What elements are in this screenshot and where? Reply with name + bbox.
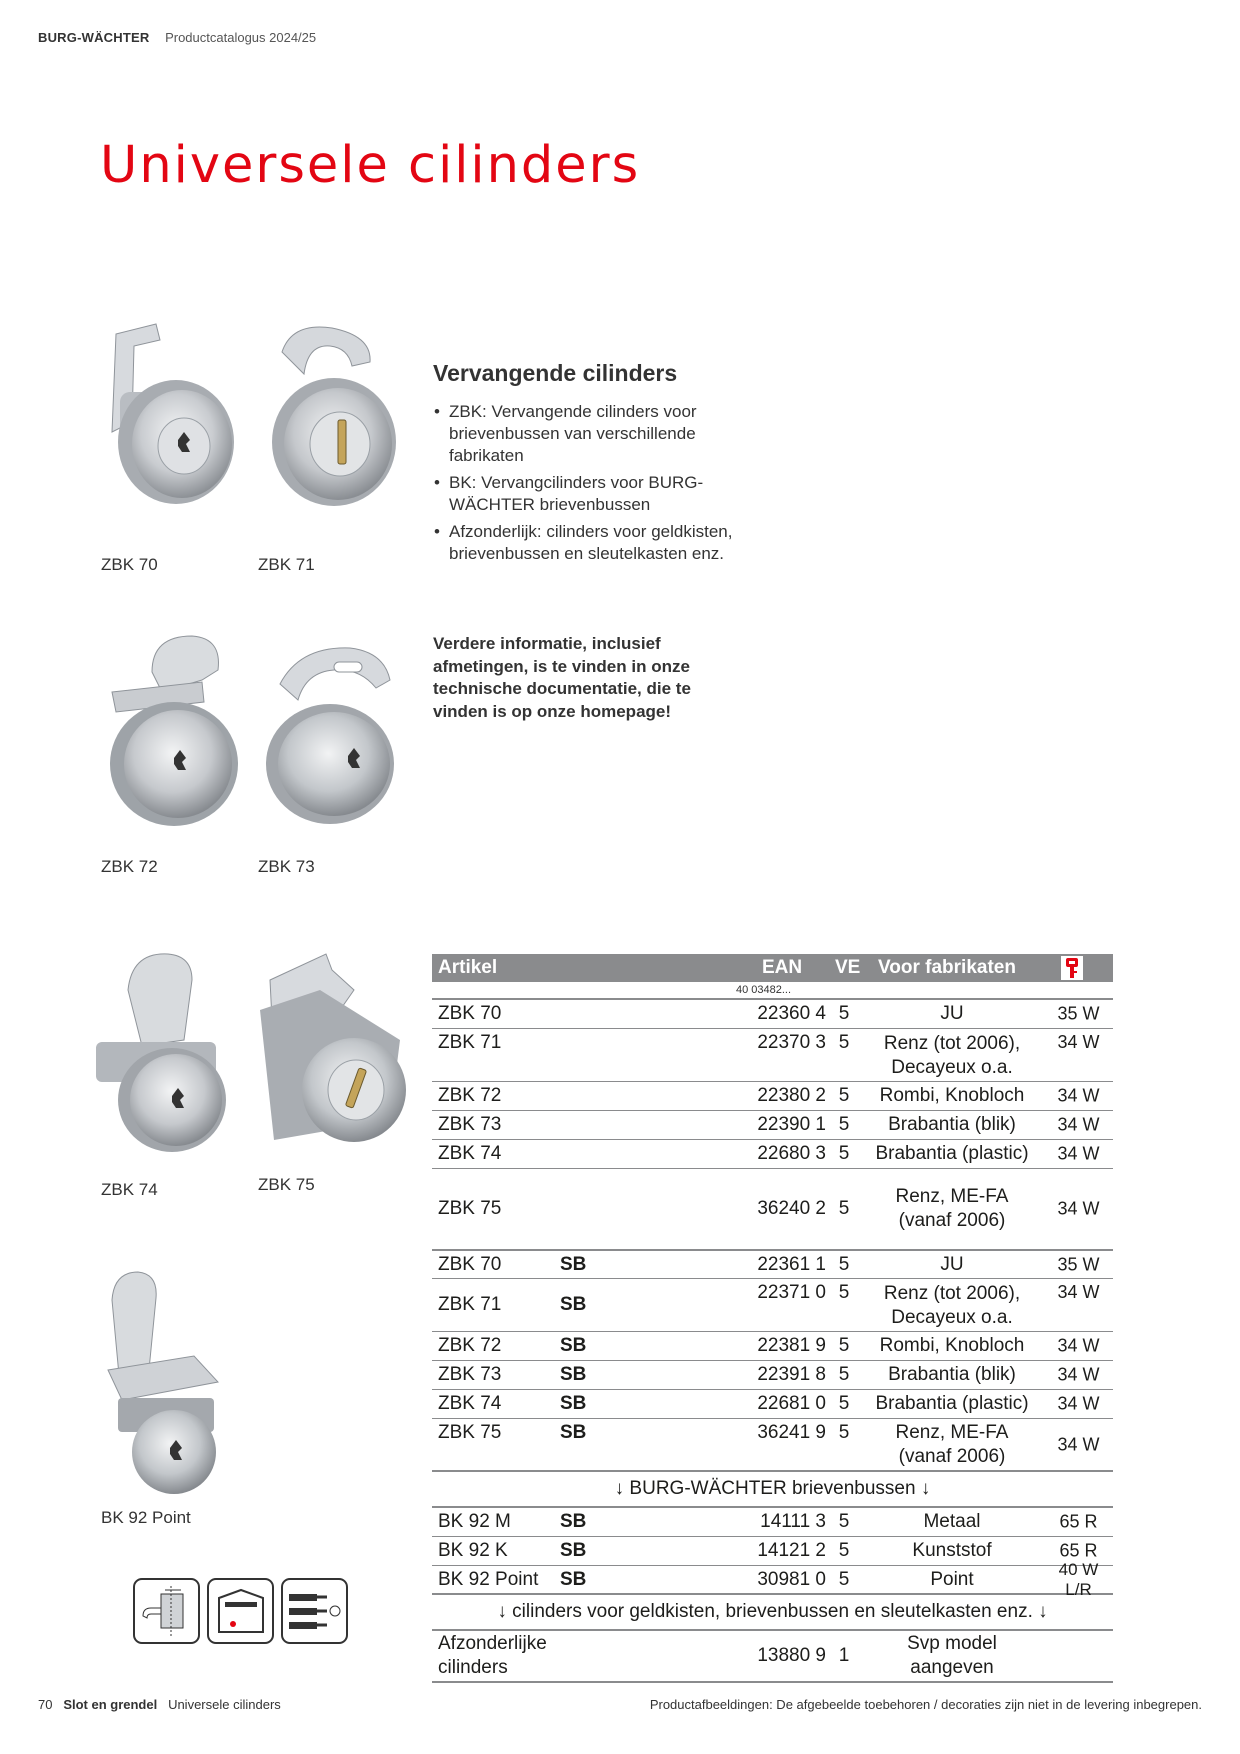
table-row [432, 1390, 1113, 1419]
cell-key: 34 W [1057, 1143, 1100, 1164]
cell-ve: 5 [838, 1335, 850, 1356]
cell-ean: 22371 0 [757, 1282, 826, 1303]
cell-fabrikaten: Brabantia (plastic) [875, 1393, 1029, 1414]
cell-key: 34 W [1057, 1335, 1100, 1356]
caption-zbk75: ZBK 75 [258, 1175, 315, 1194]
cell-fabrikaten: Kunststof [912, 1540, 992, 1561]
zbk73-photo [250, 640, 405, 840]
table-row [432, 1082, 1113, 1111]
cell-artikel: BK 92 Point [438, 1568, 539, 1590]
cell-fabrikaten: Svp model aangeven [907, 1633, 997, 1678]
cell-ve: 5 [838, 1143, 850, 1164]
ean-prefix: 40 03482... [736, 984, 792, 996]
cell-ean: 13880 9 [757, 1645, 826, 1666]
info-note: Verdere informatie, inclusief afmetingen, is te vinden in onze technische documentatie, die te vinden is op onze homepage! [433, 634, 691, 721]
cell-ve: 5 [838, 1253, 850, 1275]
cell-ean: 22680 3 [757, 1143, 826, 1164]
cell-key: 65 R [1059, 1540, 1098, 1561]
caption-zbk74: ZBK 74 [101, 1180, 158, 1199]
zbk72-photo [92, 632, 247, 832]
cell-fabrikaten: JU [940, 1253, 964, 1275]
cell-artikel: ZBK 75 [438, 1198, 502, 1219]
table-row [432, 1251, 1113, 1279]
cell-artikel: Afzonderlijke cilinders [438, 1633, 547, 1678]
cell-ve: 5 [838, 1422, 850, 1443]
cell-sb: SB [560, 1422, 587, 1443]
cell-key: 34 W [1057, 1032, 1100, 1052]
footer-left [38, 1697, 281, 1712]
footer-note: Productafbeeldingen: De afgebeelde toebehoren / decoraties zijn niet in de levering inbegrepen. [649, 1697, 1202, 1712]
key-icon [1061, 956, 1083, 980]
table-row [432, 1111, 1113, 1140]
col-artikel: Artikel [438, 957, 498, 978]
cell-ve: 5 [838, 1568, 850, 1590]
cell-key: 34 W [1057, 1434, 1100, 1454]
cell-fabrikaten: Point [930, 1568, 974, 1590]
cell-ve: 5 [838, 1198, 850, 1219]
cell-ean: 36241 9 [757, 1422, 826, 1443]
section-heading: Vervangende cilinders [433, 360, 678, 386]
page-number: 70 [38, 1697, 53, 1712]
col-ve: VE [835, 957, 861, 978]
table-row [432, 1537, 1113, 1566]
footer-chapter: Universele cilinders [168, 1697, 281, 1712]
cell-ean: 22391 8 [757, 1364, 826, 1385]
cell-ve: 5 [838, 1282, 850, 1303]
cell-ve: 5 [838, 1032, 850, 1053]
cell-ean: 22380 2 [757, 1085, 826, 1106]
cell-ean: 22360 4 [757, 1003, 826, 1024]
cell-artikel: ZBK 70 [438, 1003, 502, 1024]
caption-zbk73: ZBK 73 [258, 857, 315, 876]
cell-sb: SB [560, 1511, 587, 1532]
zbk70-photo [98, 322, 248, 522]
cell-sb: SB [560, 1540, 587, 1561]
zbk75-photo [250, 950, 410, 1155]
list-item: • BK: Vervangcilinders voor BURG-WÄCHTER brievenbussen [433, 472, 773, 516]
cell-fabrikaten: JU [940, 1003, 964, 1024]
cell-artikel: ZBK 73 [438, 1364, 502, 1385]
cell-artikel: ZBK 70 [438, 1253, 502, 1275]
cell-key: 34 W [1057, 1198, 1100, 1219]
cell-ean: 22361 1 [757, 1253, 826, 1275]
zbk71-photo [252, 322, 402, 522]
cell-key: 34 W [1057, 1364, 1100, 1385]
cell-sb: SB [560, 1364, 587, 1385]
list-item: • Afzonderlijk: cilinders voor geldkisten, brievenbussen en sleutelkasten enz. [433, 521, 773, 565]
cell-artikel: BK 92 M [438, 1511, 511, 1532]
cell-fabrikaten: Renz (tot 2006), Decayeux o.a. [883, 1033, 1021, 1078]
cell-artikel: ZBK 75 [438, 1422, 502, 1443]
page-header [38, 30, 316, 45]
cell-key: 34 W [1057, 1114, 1100, 1135]
cell-ean: 30981 0 [757, 1568, 826, 1590]
brand-name: BURG-WÄCHTER [38, 30, 150, 45]
cell-fabrikaten: Rombi, Knobloch [879, 1085, 1025, 1106]
cell-key: 34 W [1057, 1282, 1100, 1302]
table-header [432, 954, 1113, 982]
cell-sb: SB [560, 1294, 587, 1315]
table-row [432, 1169, 1113, 1251]
cell-ean: 14121 2 [757, 1540, 826, 1561]
page-title: Universele cilinders [100, 136, 641, 195]
cell-artikel: ZBK 72 [438, 1085, 502, 1106]
cell-sb: SB [560, 1253, 587, 1275]
cell-ve: 5 [838, 1364, 850, 1385]
cell-fabrikaten: Renz, ME-FA (vanaf 2006) [895, 1421, 1009, 1467]
cell-ean: 22681 0 [757, 1393, 826, 1414]
cell-fabrikaten: Rombi, Knobloch [879, 1335, 1025, 1356]
table-row [432, 1279, 1113, 1332]
cell-artikel: BK 92 K [438, 1540, 508, 1561]
cell-sb: SB [560, 1393, 587, 1414]
product-table [432, 954, 1113, 1683]
list-item: • ZBK: Vervangende cilinders voor brievenbussen van verschillende fabrikaten [433, 401, 773, 467]
cell-artikel: ZBK 71 [438, 1032, 502, 1053]
cell-sb: SB [560, 1568, 587, 1590]
cell-fabrikaten: Brabantia (blik) [888, 1364, 1016, 1385]
cell-ve: 5 [838, 1114, 850, 1135]
cell-ean: 22390 1 [757, 1114, 826, 1135]
cell-artikel: ZBK 71 [438, 1294, 502, 1315]
cylinder-length-icon [133, 1578, 200, 1644]
cell-artikel: ZBK 73 [438, 1114, 502, 1135]
footer-section: Slot en grendel [63, 1697, 158, 1712]
cell-fabrikaten: Brabantia (blik) [888, 1114, 1016, 1135]
cell-artikel: ZBK 74 [438, 1143, 502, 1164]
cell-fabrikaten: Renz, ME-FA (vanaf 2006) [895, 1186, 1009, 1231]
cell-key: 34 W [1057, 1393, 1100, 1414]
cell-fabrikaten: Renz (tot 2006), Decayeux o.a. [883, 1283, 1021, 1328]
cell-key: 40 W L/R [1058, 1559, 1099, 1599]
catalog-name: Productcatalogus 2024/25 [165, 30, 317, 45]
group-divider-mailboxes: ↓ BURG-WÄCHTER brievenbussen ↓ [432, 1472, 1113, 1508]
cell-artikel: ZBK 74 [438, 1393, 502, 1414]
caption-zbk71: ZBK 71 [258, 555, 315, 574]
table-row [432, 1361, 1113, 1390]
caption-zbk70: ZBK 70 [101, 555, 158, 574]
cell-ve: 5 [838, 1003, 850, 1024]
ean-prefix-row [432, 982, 1113, 1000]
cell-ve: 5 [838, 1393, 850, 1414]
cell-ve: 1 [838, 1645, 850, 1666]
cell-ve: 5 [838, 1511, 850, 1532]
table-row [432, 1419, 1113, 1472]
table-row [432, 1508, 1113, 1537]
cell-ve: 5 [838, 1085, 850, 1106]
mailbox-icon [207, 1578, 274, 1644]
table-row [432, 1332, 1113, 1361]
table-row [432, 1140, 1113, 1169]
cell-ean: 36240 2 [757, 1198, 826, 1219]
zbk74-photo [88, 950, 238, 1165]
caption-zbk72: ZBK 72 [101, 857, 158, 876]
feature-list [433, 401, 773, 570]
cell-ve: 5 [838, 1540, 850, 1561]
cam-options-icon [281, 1578, 348, 1644]
cell-ean: 22370 3 [757, 1032, 826, 1053]
cell-key: 34 W [1057, 1085, 1100, 1106]
table-row [432, 1029, 1113, 1082]
cell-fabrikaten: Metaal [923, 1511, 981, 1532]
table-row [432, 1631, 1113, 1683]
bk92-point-photo [98, 1270, 228, 1500]
group-divider-separate: ↓ cilinders voor geldkisten, brievenbussen en sleutelkasten enz. ↓ [432, 1595, 1113, 1631]
cell-key: 35 W [1057, 1003, 1100, 1024]
cell-fabrikaten: Brabantia (plastic) [875, 1143, 1029, 1164]
cell-key: 65 R [1059, 1511, 1098, 1532]
cell-sb: SB [560, 1335, 587, 1356]
cell-ean: 22381 9 [757, 1335, 826, 1356]
cell-ean: 14111 3 [760, 1511, 826, 1532]
col-ean: EAN [762, 957, 803, 978]
table-row [432, 1000, 1113, 1029]
cell-key: 35 W [1057, 1254, 1100, 1274]
cell-artikel: ZBK 72 [438, 1335, 502, 1356]
col-fabrikaten: Voor fabrikaten [878, 957, 1016, 978]
table-row [432, 1559, 1113, 1599]
caption-bk92-point: BK 92 Point [101, 1508, 191, 1527]
